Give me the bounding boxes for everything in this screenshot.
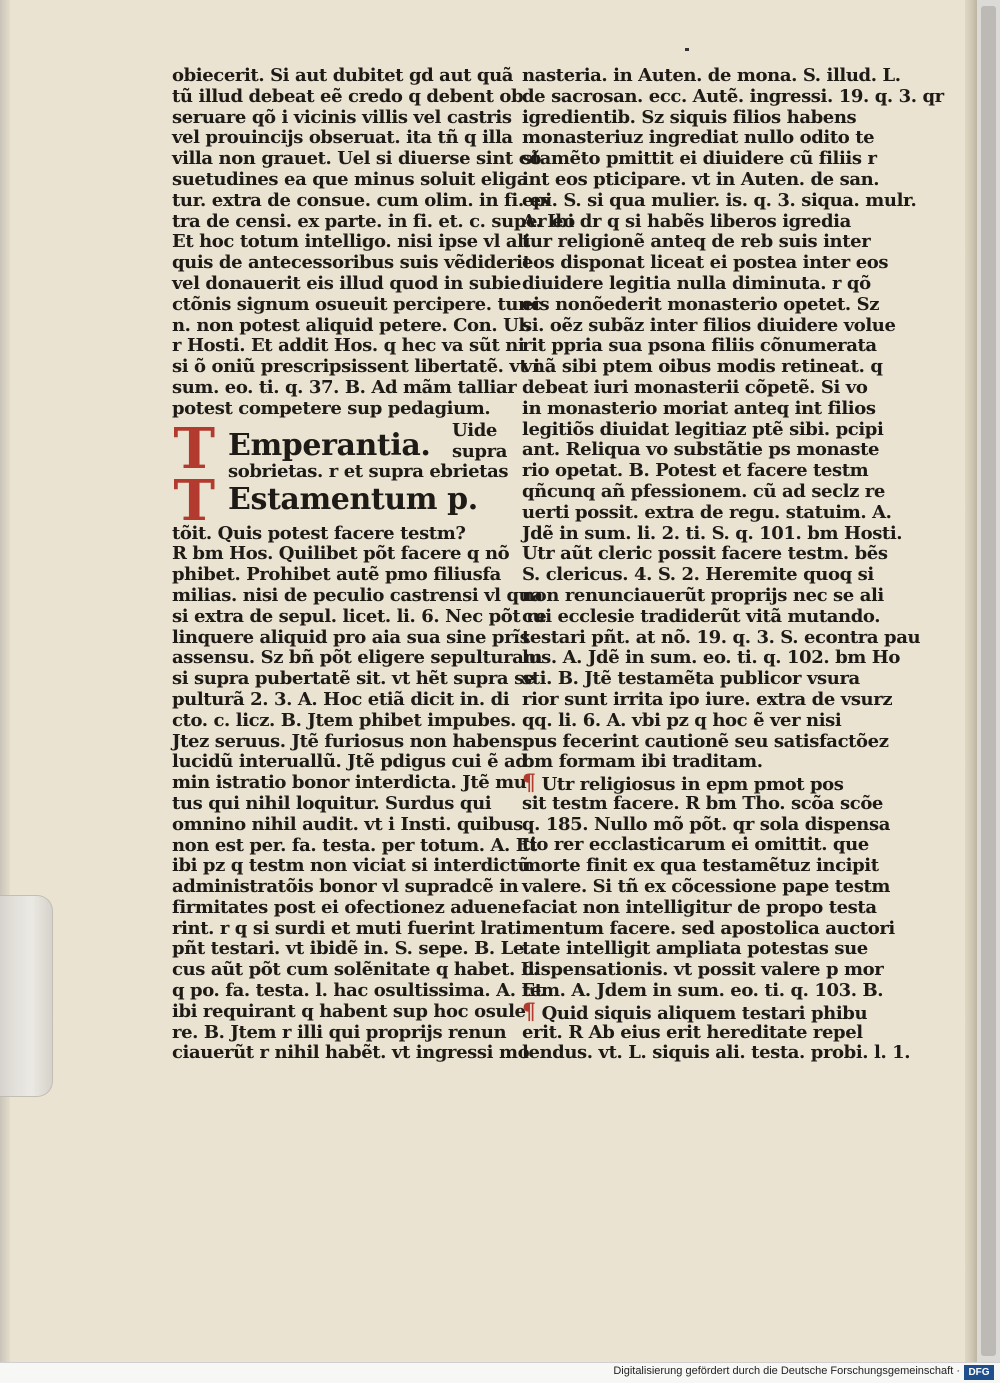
text-line: debeat iuri monasterii cõpetẽ. Si vo (522, 376, 868, 398)
text-line: cto. c. licz. B. Jtem phibet impubes. (172, 709, 517, 731)
text-line: vnã sibi ptem oibus modis retineat. q (522, 356, 883, 378)
text-line: epi. S. si qua mulier. is. q. 3. siqua. mulr. (522, 189, 917, 211)
text-line: rint. r q si surdi et muti fuerint lrati. (172, 917, 528, 939)
text-line: suetudines ea que minus soluit eliga (172, 168, 529, 190)
text-line: R bm Hos. Quilibet põt facere q nõ (172, 543, 510, 565)
text-line: bm formam ibi traditam. (522, 751, 763, 773)
heading-temperantia-line2: sobrietas. r et supra ebrietas (228, 460, 509, 482)
text-line: villa non grauet. Uel si diuerse sint cõ (172, 148, 541, 170)
text-line: rit ppria sua psona filiis cõnumerata (522, 335, 877, 357)
text-line: administratõis bonor vl supradcẽ in (172, 876, 519, 898)
text-line: seruare qõ i vicinis villis vel castris (172, 106, 512, 128)
text-line: tur. extra de consue. cum olim. in fi. ex (172, 189, 551, 211)
text-line: tio rer ecclasticarum ei omittit. que (522, 834, 869, 856)
text-line: vel donauerit eis illud quod in subie (172, 272, 521, 294)
heading-temperantia: Emperantia. (228, 427, 431, 463)
left-text-bottom (172, 522, 547, 1065)
text-line: int eos pticipare. vt in Auten. de san. (522, 168, 880, 190)
text-line: si. oẽz subãz inter filios diuidere volue (522, 314, 896, 336)
text-line: uerti possit. extra de regu. statuim. A. (522, 501, 892, 523)
text-line: si õ oniũ prescripsissent libertatẽ. vt i (172, 356, 540, 378)
text-line: Jdẽ in sum. li. 2. ti. S. q. 101. bm Hosti. (522, 522, 903, 544)
text-line: valere. Si tñ ex cõcessione pape testm (522, 876, 891, 898)
text-line: potest competere sup pedagium. (172, 397, 491, 419)
text-line: A. Ibi dr q si habẽs liberos igredia (522, 210, 851, 232)
text-line: stamẽto pmittit ei diuidere cũ filiis r (522, 148, 877, 170)
paragraph-b-first-line: Utr religiosus in epm pmot pos (541, 774, 844, 796)
paragraph-line-2 (522, 998, 868, 1025)
text-line: obiecerit. Si aut dubitet gd aut quã (172, 65, 514, 86)
red-initial-t-2: T (173, 467, 215, 534)
text-line: min istratio bonor interdicta. Jtẽ mu (172, 772, 527, 794)
footer-bar (0, 1362, 1000, 1383)
text-line: non renunciauerũt proprijs nec se ali (522, 584, 884, 606)
text-line: ant. Reliqua vo substãtie ps monaste (522, 439, 880, 461)
text-line: ibi pz q testm non viciat si interdictũ (172, 855, 531, 877)
text-line: q po. fa. testa. l. hac osultissima. A. Et (172, 980, 543, 1002)
red-paragraph-mark-1: ¶ (522, 770, 536, 797)
text-line: ciauerũt r nihil habẽt. vt ingressi mo (172, 1042, 530, 1064)
right-text-b (522, 792, 895, 1002)
text-line: pulturã 2. 3. A. Hoc etiã dicit in. di (172, 688, 510, 710)
text-line: tũ illud debeat eẽ credo q debent ob (172, 85, 524, 107)
text-line: cus aũt põt cum solẽnitate q habet. L. (172, 959, 539, 981)
scrollbar-thumb[interactable] (981, 6, 996, 1356)
side-note-supra: supra (452, 440, 507, 462)
text-line: eis nonõederit monasterio opetet. Sz (522, 293, 880, 315)
text-line: legitiõs diuidat legitiaz ptẽ sibi. pcipi (522, 418, 884, 440)
text-line: lus. A. Jdẽ in sum. eo. ti. q. 102. bm Ho (522, 647, 901, 669)
text-line: tus qui nihil loquitur. Surdus qui (172, 792, 492, 814)
text-line: phibet. Prohibet autẽ pmo filiusfa (172, 564, 501, 586)
text-line: ctõnis signum osueuit percipere. tunc (172, 293, 542, 315)
text-line: sum. eo. ti. q. 37. B. Ad mãm talliar (172, 376, 517, 398)
text-line: vel prouincijs obseruat. ita tñ q illa (172, 127, 513, 149)
text-line: igredientib. Sz siquis filios habens (522, 106, 857, 128)
text-line: assensu. Sz bñ põt eligere sepulturam (172, 647, 543, 669)
page-thumb-tab (0, 895, 53, 1097)
text-line: omnino nihil audit. vt i Insti. quibus (172, 813, 523, 835)
side-note-uide: Uide (452, 419, 497, 441)
text-line: si extra de sepul. licet. li. 6. Nec põt re (172, 605, 547, 627)
text-line: linquere aliquid pro aia sua sine prĩs (172, 626, 530, 648)
ink-dot (685, 48, 689, 51)
text-line: Jtez seruus. Jtẽ furiosus non habens (172, 730, 523, 752)
text-line: eos disponat liceat ei postea inter eos (522, 252, 889, 274)
text-line: diuidere legitia nulla diminuta. r qõ (522, 272, 871, 294)
paragraph-c-first-line: Quid siquis aliquem testari phibu (541, 1002, 868, 1024)
text-line: testari pñt. at nõ. 19. q. 3. S. econtra pau (522, 626, 921, 648)
text-line: qñcunq añ pfessionem. cũ ad seclz re (522, 480, 885, 502)
text-line: tur religionẽ anteq de reb suis inter (522, 231, 871, 253)
text-line: sti. B. Jtẽ testamẽta publicor vsura (522, 668, 860, 690)
page-edge-right (965, 0, 977, 1362)
text-line: erit. R Ab eius erit hereditate repel (522, 1021, 863, 1043)
text-line: ibi requirant q habent sup hoc osule (172, 1000, 526, 1022)
text-line: morte finit ex qua testamẽtuz incipit (522, 855, 879, 877)
text-line: pñt testari. vt ibidẽ in. S. sepe. B. Le (172, 938, 524, 960)
text-line: n. non potest aliquid petere. Con. Ul. (172, 314, 531, 336)
left-text-top (172, 65, 575, 420)
text-line: faciat non intelligitur de propo testa (522, 896, 877, 918)
left-column (172, 65, 575, 1064)
right-text-a (522, 65, 944, 773)
text-line: r Hosti. Et addit Hos. q hec va sũt ni (172, 335, 525, 357)
text-line: qq. li. 6. A. vbi pz q hoc ẽ ver nisi (522, 709, 842, 731)
text-line: re. B. Jtem r illi qui proprijs renun (172, 1021, 507, 1043)
dfg-logo: DFG (964, 1365, 994, 1380)
footer-credit: Digitalisierung gefördert durch die Deutsche Forschungsgemeinschaft · (613, 1365, 960, 1377)
heading-testamentum: Estamentum p. (228, 481, 478, 517)
text-line: milias. nisi de peculio castrensi vl qua (172, 584, 543, 606)
text-line: in monasterio moriat anteq int filios (522, 397, 876, 419)
text-line: de sacrosan. ecc. Autẽ. ingressi. 19. q. 3. qr (522, 85, 944, 107)
text-line: pus fecerint cautionẽ seu satisfactõez (522, 730, 889, 752)
right-text-c (522, 1021, 911, 1065)
text-line: S. clericus. 4. S. 2. Heremite quoq si (522, 564, 874, 586)
red-paragraph-mark-2: ¶ (522, 998, 536, 1025)
text-line: dispensationis. vt possit valere p mor (522, 959, 884, 981)
text-line: monasteriuz ingrediat nullo odito te (522, 127, 875, 149)
text-line: tem. A. Jdem in sum. eo. ti. q. 103. B. (522, 980, 884, 1002)
text-line: quis de antecessoribus suis vẽdiderit (172, 252, 531, 274)
right-column (522, 65, 944, 1064)
text-line: rior sunt irrita ipo iure. extra de vsurz (522, 688, 893, 710)
text-line: non est per. fa. testa. per totum. A. Et (172, 834, 537, 856)
text-line: q. 185. Nullo mõ põt. qr sola dispensa (522, 813, 890, 835)
text-line: mentum facere. sed apostolica auctori (522, 917, 895, 939)
text-line: lendus. vt. L. siquis ali. testa. probi. l. 1. (522, 1042, 911, 1064)
red-initial-t-1: T (173, 415, 215, 482)
text-line: si supra pubertatẽ sit. vt hẽt supra se (172, 668, 535, 690)
text-line: tate intelligit ampliata potestas sue (522, 938, 868, 960)
text-line: nasteria. in Auten. de mona. S. illud. L. (522, 65, 901, 86)
page-edge-left (0, 0, 10, 1362)
text-line: Utr aũt cleric possit facere testm. bẽs (522, 543, 888, 565)
text-line: Et hoc totum intelligo. nisi ipse vl ali (172, 231, 531, 253)
text-line: cui ecclesie tradiderũt vitã mutando. (522, 605, 881, 627)
text-line: tra de censi. ex parte. in fi. et. c. super eo (172, 210, 575, 232)
text-line: rio opetat. B. Potest et facere testm (522, 460, 869, 482)
text-line: firmitates post ei ofectionez aduene (172, 896, 522, 918)
paragraph-line-1 (522, 770, 862, 797)
text-line: sit testm facere. R bm Tho. scõa scõe (522, 792, 883, 814)
text-line: lucidũ interuallũ. Jtẽ pdigus cui ẽ ad (172, 751, 528, 773)
text-line: tõit. Quis potest facere testm? (172, 522, 466, 544)
